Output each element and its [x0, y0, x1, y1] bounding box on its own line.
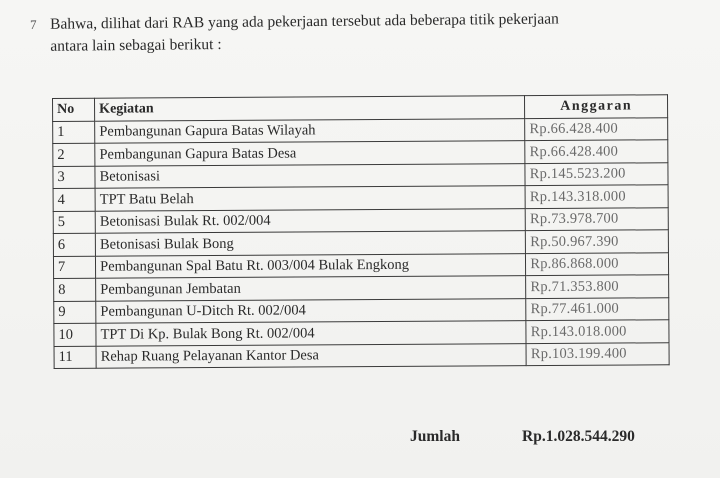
cell-anggaran: Rp.86.868.000	[526, 252, 669, 275]
header-kegiatan: Kegiatan	[95, 96, 525, 121]
cell-anggaran: Rp.71.353.800	[526, 275, 669, 298]
cell-anggaran: Rp.145.523.200	[525, 162, 668, 185]
cell-kegiatan: Pembangunan Jembatan	[96, 276, 526, 301]
cell-no: 11	[54, 346, 96, 369]
total-row	[410, 428, 635, 446]
cell-kegiatan: Pembangunan Spal Batu Rt. 003/004 Bulak Engkong	[96, 253, 526, 278]
cell-no: 6	[53, 233, 95, 256]
cell-anggaran: Rp.77.461.000	[526, 297, 669, 320]
cell-no: 2	[53, 143, 95, 166]
total-value: Rp.1.028.544.290	[522, 428, 635, 445]
paragraph-line-2: antara lain sebagai berikut :	[50, 35, 222, 55]
cell-kegiatan: Rehap Ruang Pelayanan Kantor Desa	[96, 343, 526, 368]
cell-kegiatan: Betonisasi Bulak Bong	[95, 231, 525, 256]
cell-no: 9	[54, 301, 96, 324]
cell-anggaran: Rp.103.199.400	[526, 342, 669, 365]
cell-kegiatan: Betonisasi Bulak Rt. 002/004	[95, 208, 525, 233]
cell-no: 5	[53, 211, 95, 234]
cell-no: 3	[53, 166, 95, 189]
cell-anggaran: Rp.73.978.700	[525, 207, 668, 230]
cell-anggaran: Rp.143.018.000	[526, 320, 669, 343]
header-no: No	[53, 98, 95, 121]
cell-kegiatan: TPT Batu Belah	[95, 186, 525, 211]
paragraph-7	[30, 7, 690, 58]
cell-no: 7	[53, 256, 95, 279]
cell-kegiatan: TPT Di Kp. Bulak Bong Rt. 002/004	[96, 321, 526, 346]
rab-table	[52, 94, 670, 369]
table-row	[54, 342, 669, 368]
cell-no: 10	[54, 323, 96, 346]
cell-kegiatan: Pembangunan Gapura Batas Desa	[95, 141, 525, 166]
cell-anggaran: Rp.50.967.390	[526, 230, 669, 253]
cell-kegiatan: Pembangunan Gapura Batas Wilayah	[95, 118, 525, 143]
cell-no: 4	[53, 188, 95, 211]
paragraph-number: 7	[30, 16, 37, 32]
total-label: Jumlah	[410, 428, 460, 445]
cell-no: 8	[54, 278, 96, 301]
header-anggaran: Anggaran	[525, 95, 668, 118]
cell-kegiatan: Pembangunan U-Ditch Rt. 002/004	[96, 298, 526, 323]
cell-no: 1	[53, 121, 95, 144]
cell-kegiatan: Betonisasi	[95, 163, 525, 188]
cell-anggaran: Rp.143.318.000	[525, 185, 668, 208]
paragraph-line-1: Bahwa, dilihat dari RAB yang ada pekerjaan tersebut ada beberapa titik pekerjaan	[50, 10, 559, 33]
cell-anggaran: Rp.66.428.400	[525, 140, 668, 163]
cell-anggaran: Rp.66.428.400	[525, 117, 668, 140]
